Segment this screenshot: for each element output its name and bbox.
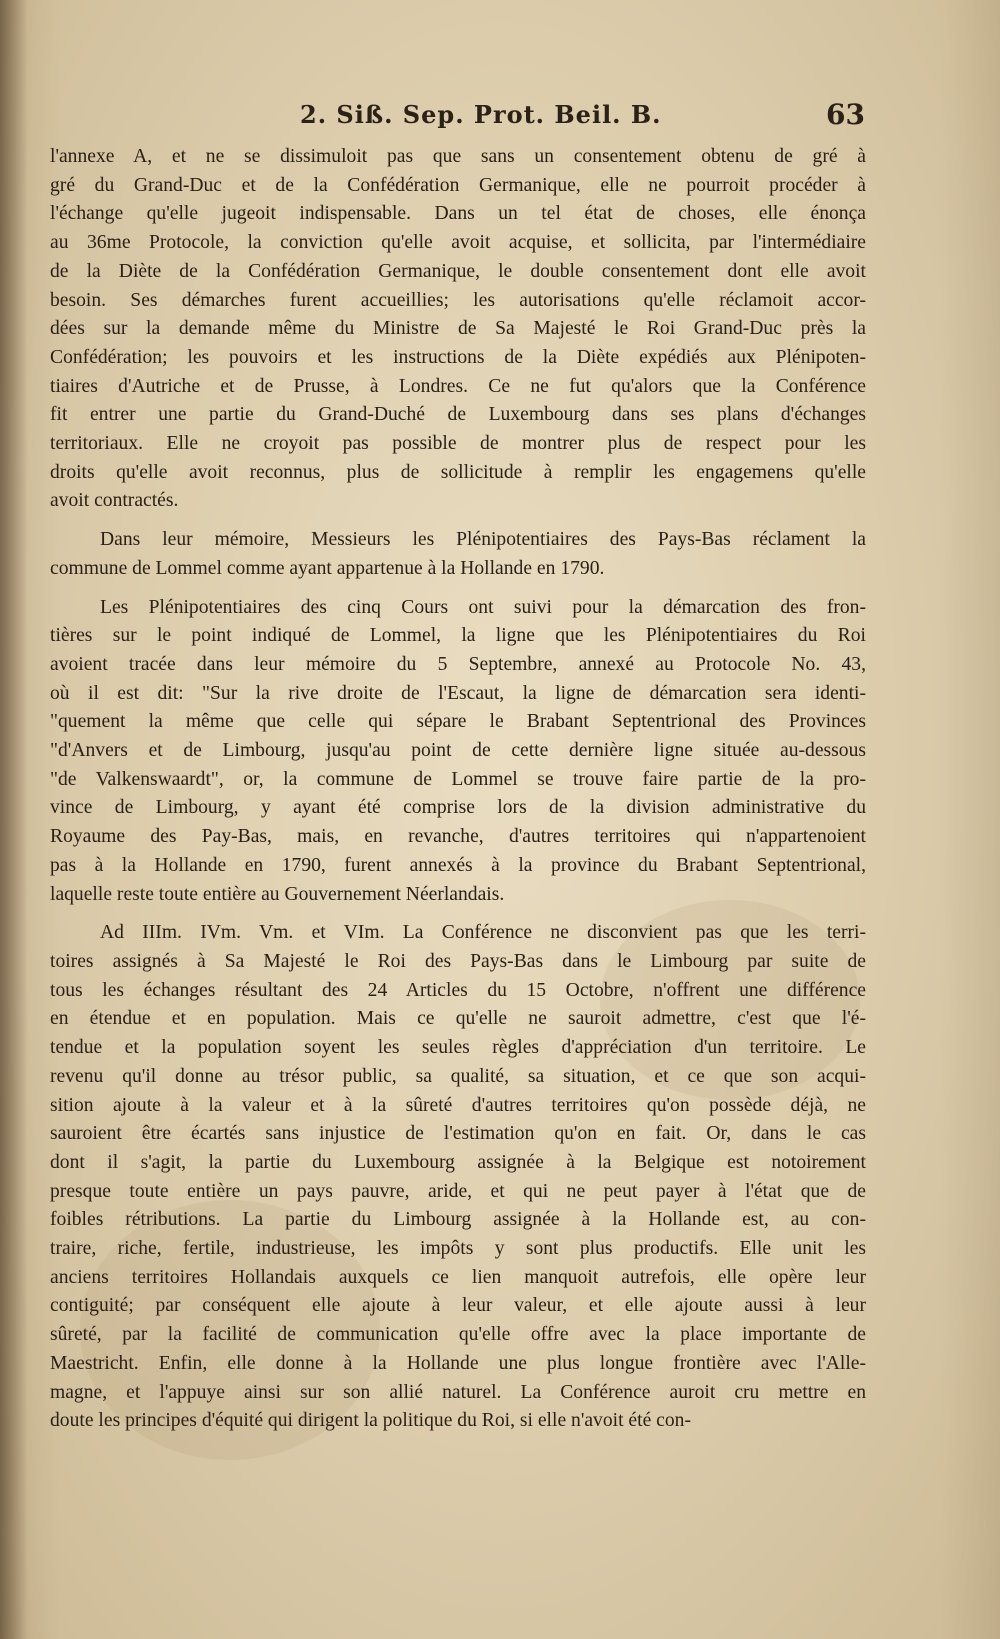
text-line: fit entrer une partie du Grand-Duché de Luxembourg dans ses plans d'échanges — [50, 404, 866, 426]
page-header — [0, 100, 1000, 136]
text-line: doute les principes d'équité qui dirigent la politique du Roi, si elle n'avoit été con- — [50, 1410, 691, 1432]
text-line: gré du Grand-Duc et de la Confédération Germanique, elle ne pourroit procéder à — [50, 174, 866, 196]
text-line: anciens territoires Hollandais auxquels ce lien manquoit autrefois, elle opère leur — [50, 1266, 866, 1288]
text-line: Confédération; les pouvoirs et les instructions de la Diète expédiés aux Plénipoten- — [50, 346, 866, 368]
text-line: l'annexe A, et ne se dissimuloit pas que sans un consentement obtenu de gré à — [50, 146, 866, 167]
text-line: avoit contractés. — [50, 490, 179, 512]
text-line: foibles rétributions. La partie du Limbourg assignée à la Hollande est, au con- — [50, 1209, 866, 1231]
text-line: pas à la Hollande en 1790, furent annexés à la province du Brabant Septentrional, — [50, 854, 866, 876]
text-line: tendue et la population soyent les seules règles d'appréciation d'un territoire. Le — [50, 1037, 866, 1059]
text-line: sition ajoute à la valeur et à la sûreté d'autres territoires qu'on possède déjà, ne — [50, 1094, 866, 1116]
paragraph — [50, 143, 866, 516]
text-line: commune de Lommel comme ayant appartenue à la Hollande en 1790. — [50, 557, 605, 579]
paragraph — [50, 919, 866, 1436]
body-text — [50, 143, 866, 1436]
text-line: besoin. Ses démarches furent accueillies; les autorisations qu'elle réclamoit accor- — [50, 289, 866, 311]
text-line: tous les échanges résultant des 24 Articles du 15 Octobre, n'offrent une différence — [50, 979, 866, 1001]
text-line: territoriaux. Elle ne croyoit pas possible de montrer plus de respect pour les — [50, 433, 866, 455]
text-line: avoient tracée dans leur mémoire du 5 Septembre, annexé au Protocole No. 43, — [50, 653, 866, 675]
text-line: l'échange qu'elle jugeoit indispensable. Dans un tel état de choses, elle énonça — [50, 203, 866, 225]
text-line: magne, et l'appuye ainsi sur son allié naturel. La Conférence auroit cru mettre en — [50, 1381, 866, 1403]
text-line: "de Valkenswaardt", or, la commune de Lommel se trouve faire partie de la pro- — [50, 768, 866, 790]
text-line: laquelle reste toute entière au Gouvernement Néerlandais. — [50, 883, 505, 905]
text-line: traire, riche, fertile, industrieuse, les impôts y sont plus productifs. Elle unit les — [50, 1238, 866, 1260]
text-line: vince de Limbourg, y ayant été comprise lors de la division administrative du — [50, 797, 866, 819]
text-line: dont il s'agit, la partie du Luxembourg assignée à la Belgique est notoirement — [50, 1151, 866, 1173]
binding-shadow — [0, 0, 28, 1639]
text-line: en étendue et en population. Mais ce qu'elle ne sauroit admettre, c'est que l'é- — [50, 1008, 866, 1030]
paragraph — [50, 594, 866, 910]
text-line: où il est dit: "Sur la rive droite de l'Escaut, la ligne de démarcation sera identi- — [50, 682, 866, 704]
text-line: tières sur le point indiqué de Lommel, la ligne que les Plénipotentiaires du Roi — [50, 625, 866, 647]
text-line: "quement la même que celle qui sépare le Brabant Septentrional des Provinces — [50, 711, 866, 733]
running-head: 2. Siß. Sep. Prot. Beil. B. — [300, 100, 662, 129]
paragraph — [50, 526, 866, 583]
text-line: Les Plénipotentiaires des cinq Cours ont suivi pour la démarcation des fron- — [100, 596, 866, 618]
text-line: dées sur la demande même du Ministre de Sa Majesté le Roi Grand-Duc près la — [50, 318, 866, 340]
text-line: sûreté, par la facilité de communication qu'elle offre avec la place importante de — [50, 1324, 866, 1346]
page-number: 63 — [826, 98, 865, 131]
text-line: Dans leur mémoire, Messieurs les Plénipotentiaires des Pays-Bas réclament la — [100, 529, 866, 551]
text-line: Ad IIIm. IVm. Vm. et VIm. La Conférence ne disconvient pas que les terri- — [100, 922, 866, 944]
text-line: presque toute entière un pays pauvre, aride, et qui ne peut payer à l'état que de — [50, 1180, 866, 1202]
text-line: au 36me Protocole, la conviction qu'elle avoit acquise, et sollicita, par l'intermédiaire — [50, 232, 866, 254]
text-line: toires assignés à Sa Majesté le Roi des Pays-Bas dans le Limbourg par suite de — [50, 950, 866, 972]
text-line: "d'Anvers et de Limbourg, jusqu'au point de cette dernière ligne située au-dessous — [50, 740, 866, 762]
text-line: Maestricht. Enfin, elle donne à la Hollande une plus longue frontière avec l'Alle- — [50, 1352, 866, 1374]
text-line: droits qu'elle avoit reconnus, plus de sollicitude à remplir les engagemens qu'elle — [50, 461, 866, 483]
text-line: contiguité; par conséquent elle ajoute à leur valeur, et elle ajoute aussi à leur — [50, 1295, 866, 1317]
text-line: revenu qu'il donne au trésor public, sa qualité, sa situation, et ce que son acqui- — [50, 1065, 866, 1087]
text-line: Royaume des Pay-Bas, mais, en revanche, d'autres territoires qui n'appartenoient — [50, 826, 866, 848]
text-line: de la Diète de la Confédération Germanique, le double consentement dont elle avoit — [50, 260, 866, 282]
text-line: tiaires d'Autriche et de Prusse, à Londres. Ce ne fut qu'alors que la Conférence — [50, 375, 866, 397]
text-line: sauroient être écartés sans injustice de l'estimation qu'on en fait. Or, dans le cas — [50, 1123, 866, 1145]
